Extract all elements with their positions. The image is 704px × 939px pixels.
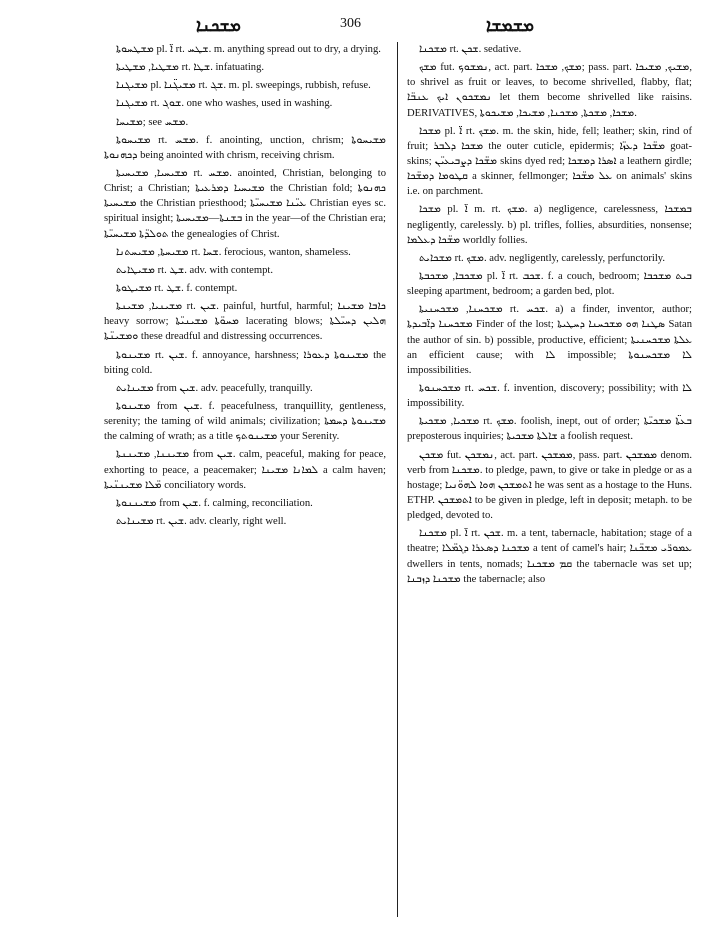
entry: ܡܫܟܐܝܬ rt. ܡܫܟ. adv. negligently, carelessly, perfunctorily. xyxy=(419,252,666,264)
entry: ܡܫܛܚܘܬܐ pl. ܐ̈ rt. ܫܛܚ. m. anything spread out to dry, a drying. xyxy=(116,44,381,55)
entry: ܡܫܟܐ pl. ܐ̈ m. rt. ܡܫܟ. a) negligence, carelessness, ܒܡܫܟܐ negligently, carelessly. b) pl. trifles, follies, absurdities, nonsense; ܡܫ̈ܟܐ ܕܥܠܡܐ worldly follies. xyxy=(407,204,693,246)
entry: ܡܫܝܢܐܝܬ from ܫܝܢ. adv. peacefully, tranquilly. xyxy=(116,382,313,394)
entry: ܡܫܝܚܬܐ, ܡܫܝܚܬܢܐ rt. ܫܚܐ. ferocious, wanton, shameless. xyxy=(116,246,351,258)
entry: ܡܫܟܢܐ pl. ܐ̈ rt. ܫܟܢ. m. a tent, tabernacle, habitation; stage of a theatre; ܡܫܟܢܐ ܕܣܥܪܐ ܕܓܡ̈ܠܐ a tent of camel's hair; ܥܡܘܪ̈ܝ ܡܫܟ̈ܢܐ dwellers in tents, nomads; ܩܡ ܡܫܟܢܐ the tabernacle was set up; ܡܫܟܢܐ ܕܙܒܢܐ the tabernacle; also xyxy=(407,528,692,585)
entry: ܡܫܝܛܘܬܐ rt. ܫܛ. f. contempt. xyxy=(116,282,238,294)
entry: ܡܫܝܢܢܐ, ܡܫܝܢܢܬܐ from ܫܝܢ. calm, peaceful, making for peace, exhorting to peace, a peacemaker; ܠܡܐܢܐ ܡܫܝܢܐ a calm haven; ܡ̈ܠܐ ܡܫܝܢܢ̈ܝܬܐ conciliatory words. xyxy=(104,449,387,491)
entry: ܡܫܝܚܝܐ, ܡܫܝܚܝܬܐ rt. ܡܫܚ. anointed, Christian, belonging to Christ; a Christian; ܡܫܝܚܝܐ ܕܡܪܥܝܬܐ the Christian fold; ܟܗܢܘܬܐ ܡܫܝܚܝܬܐ the Christian priesthood; ܥܝ̈ܢܐ ܡܫܝܚܝ̈ܬܐ Christian eyes sc. spiritual insight; ܒܫܢܬܐ—ܡܫܝܚܝܬܐ in the year—of the Christian era; ܬܘܠܕ̈ܬܐ ܡܫܝܚܝ̈ܬܐ the genealogies of Christ. xyxy=(104,167,386,240)
entry: ܡܫܝܚܘܬܐ rt. ܡܫܚ. f. anointing, unction, chrism; ܡܫܝܚܘܬܐ ܕܟܗܢܘܬܐ being anointed with chrism, receiving chrism. xyxy=(104,134,386,161)
page-header xyxy=(0,14,704,38)
page-number: 306 xyxy=(340,16,361,31)
entry: ܡܫܛܝܐ, ܡܫܛܝܬܐ rt. ܫܛܐ. infatuating. xyxy=(116,62,265,74)
entry: ܡܫܟܐ pl. ܐ̈ rt. ܡܫܟ. m. the skin, hide, fell; leather; skin, rind of fruit; ܡܫܟܐ ܕܠܒܪ the outer cuticle, epidermis; ܡܫ̈ܟܐ ܕܥܙ̈ܐ goat-skins; ܡܫ̈ܟܐ ܕܨܒܝܥܝ̈ܢ skins dyed red; ܐܣܪܐ ܕܡܫܟܐ a leathern girdle; ܩܛܘܡܐ ܕܡܫ̈ܟܐ a skinner, fellmonger; ܥܠ ܡܫ̈ܟܐ on animals' skins i.e. on parchment. xyxy=(407,125,692,198)
left-column xyxy=(104,42,386,532)
entry: ܡܫܟܚܢܐ, ܡܫܟܚܢܝܬܐ rt. ܫܟܚ. a) a finder, inventor, author; ܡܫܟܚܢܐ ܕܐ̈ܒܝܕܬܐ Finder of the lost; ܣܛܢܐ ܗܘ ܡܫܟܚܢܐ ܕܚܛܝܬܐ Satan the author of sin. b) possible, productive, efficient; ܥܠܬܐ ܡܫܟܚܢܝܬܐ an efficient cause; with ܠܐ impossible; ܠܐ ܡܫܟܚܢܘܬܐ impossibilities. xyxy=(407,304,692,376)
entry: ܡܫܟܚܢܘܬܐ rt. ܫܟܚ. f. invention, discovery; possibility; with ܠܐ impossibility. xyxy=(407,382,692,410)
entry: ܡܫܝܢܘܬܐ from ܫܝܢ. f. peacefulness, tranquillity, gentleness, serenity; the taming of wild animals; civilization; ܡܫܝܢܘܬܐ ܕܚܡܬܐ the calming of wrath; as a title ܡܫܝܢܘܬܟ your Serenity. xyxy=(104,400,386,443)
entry: ܡܫܟܢ fut. ܢܡܫܟܢ, act. part. ܡܡܫܟܢ, pass. part. ܡܡܫܟܢ denom. verb from ܡܫܟܢܐ. to pledge, pawn, to give or take in pledge or as a hostage; ܐܬܡܫܟܢ ܗܘܐ ܠܗܘ̈ܢܝܐ he was sent as a hostage to the Huns. ETHP. ܐܬܡܫܟܢ to be given in pledge, left in deposit; metaph. to be pledged, devoted to. xyxy=(407,449,693,522)
entry: ܡܫܟܝܐ, ܡܫܟܝܬܐ rt. ܡܫܟ. foolish, inept, out of order; ܒܥܬ̈ܐ ܡܫܟܝ̈ܬܐ preposterous inquiries; ܫܐܠܬܐ ܡܫܟܝܬܐ a foolish request. xyxy=(407,416,692,443)
entry: ܡܫܝܛܐܝܬ rt. ܫܛ. adv. with contempt. xyxy=(116,264,274,276)
entry: ܡܫܟܒܐ, ܡܫܟܒܬܐ pl. ܐ̈ rt. ܫܟܒ. f. a couch, bedroom; ܒܝܬ ܡܫܟܒܐ sleeping apartment, bedroom; a garden bed, plot. xyxy=(407,270,692,298)
right-column xyxy=(407,42,692,590)
entry: ܡܫܝܢܘܬܐ rt. ܫܝܢ. f. annoyance, harshness; ܡܫܝܢܘܬܐ ܕܥܘܪܐ the biting cold. xyxy=(104,349,387,376)
entry: ܡܫܝܓܢܐ pl. ܡܫܝܓ̈ܢܐ rt. ܫܓ. m. pl. sweepings, rubbish, refuse. xyxy=(116,80,371,92)
entry: ܡܫܝܓܢܐ rt. ܫܘܓ. one who washes, used in washing. xyxy=(116,98,333,110)
entry: ܡܫܝܢܐܝܬ rt. ܫܝܢ. adv. clearly, right well. xyxy=(116,515,287,527)
entry: ܡܫܝܚܐ; see ܡܫܚ. xyxy=(116,116,189,128)
entry: ܡܫܟ fut. ܢܡܫܘܟ, act. part. ܡܫܟ, ܡܫܟܐ; pass. part. ܡܫܝܟ, ܡܫܝܟܐ, to shrivel as fruit or leaves, to become shrivelled, flabby, flat; ܢܡܫܟܘܢ ܐܝܟ ܥܢܒ̈ܐ let them become shrivelled like raisins. DERIVATIVES, ܡܫܟܐ, ܡܫܟܬܐ, ܡܫܟܢܐ, ܡܫܝܟܐ, ܡܫܝܟܘܬܐ. xyxy=(407,62,693,119)
entry: ܡܫܝܢܢܘܬܐ from ܫܝܢ. f. calming, reconciliation. xyxy=(116,497,313,509)
entry: ܡܫܝܢܝܐ, ܡܫܝܢܬܐ rt. ܫܝܢ. painful, hurtful, harmful; ܟܐܒܐ ܡܫܝܢܐ heavy sorrow; ܡܚܘ̈ܬܐ ܡܫܝܢܝ̈ܬܐ lacerating blows; ܗܠܝܢ ܕܚܝ̈ܠܬܐ ܘܡܫܝܢ̈ܬܐ these dreadful and distressing occurrences. xyxy=(104,301,387,343)
entry: ܡܫܟܢܐ rt. ܫܟܢ. sedative. xyxy=(419,44,522,55)
header-left-word: ܡܫܟܢܐ xyxy=(196,16,241,36)
header-right-word: ܡܫܡܫܐ xyxy=(485,16,534,36)
column-divider xyxy=(397,42,398,917)
